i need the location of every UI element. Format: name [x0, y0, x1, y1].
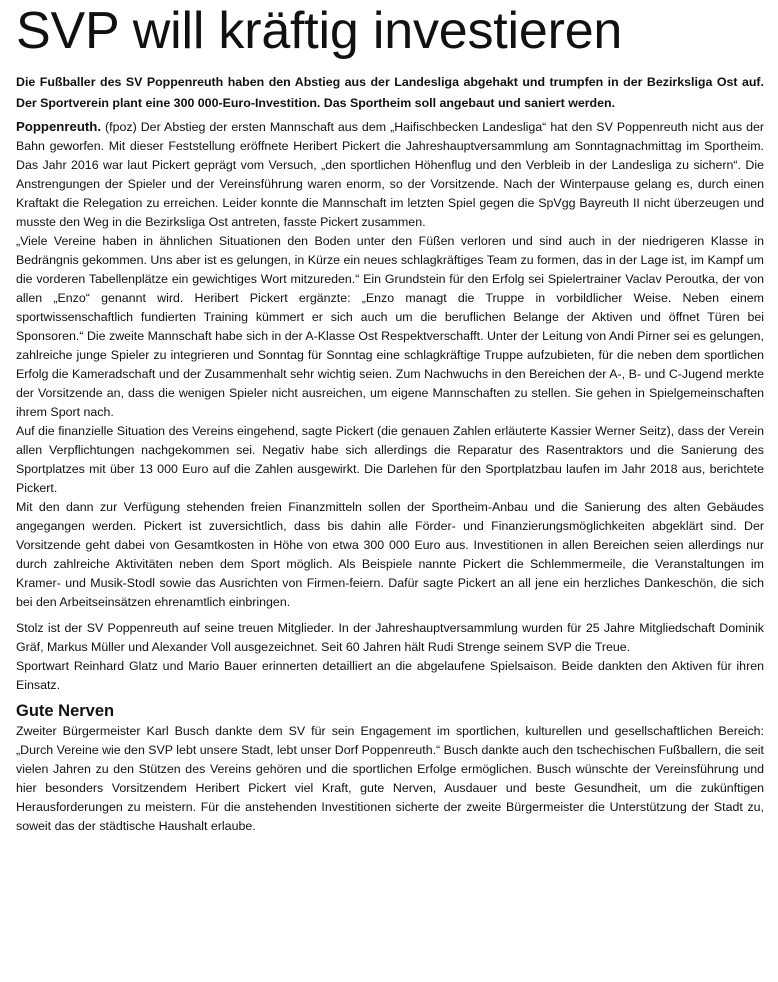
body-paragraph-2: „Viele Vereine haben in ähnlichen Situationen den Boden unter den Füßen verloren und sind auch in der niedrigeren Klasse in Bedrängnis gekommen. Uns aber ist es gelungen, in Kürze ein neues schlagkräftiges Team zu formen, das in der Lage ist, im Kampf um die vorderen Tabellenplätze ein gewichtiges Wort mitzureden.“ Ein Grundstein für den Erfolg sei Spielertrainer Vaclav Peroutka, der von allen „Enzo“ genannt wird. Heribert Pickert ergänzte: „Enzo managt die Truppe in vorbildlicher Weise. Neben einem sportwissenschaftlich fundierten Training kümmert er sich auch um die beruflichen Belange der Aktiven und öffnet Türen bei Sponsoren.“ Die zweite Mannschaft habe sich in der A-Klasse Ost Respektverschafft. Unter der Leitung von Andi Pirner sei es gelungen, zahlreiche junge Spieler zu integrieren und Sonntag für Sonntag eine schlagkräftige Truppe aufzubieten, für die neben dem sportlichen Erfolg die Kameradschaft und der Zusammenhalt sehr wichtig seien. Zum Nachwuchs in den Bereichen der A-, B- und C-Jugend merkte der Vorsitzende an, dass die wenigen Spieler nicht ausreichen, um eigene Mannschaften zu stellen. Sie gehen in Spielgemeinschaften ihrem Sport nach.: [16, 234, 764, 419]
body-paragraph-1-text: (fpoz) Der Abstieg der ersten Mannschaft aus dem „Haifischbecken Landesliga“ hat den SV Poppenreuth nicht aus der Bahn geworfen. Mit dieser Feststellung eröffnete Heribert Pickert die Jahreshauptversammlung am Sonntagnachmittag im Sportheim. Das Jahr 2016 war laut Pickert geprägt vom Versuch, „den sportlichen Höhenflug und den Verbleib in der Landesliga zu sichern“. Die Anstrengungen der Spieler und der Vereinsführung waren enorm, so der Vorsitzende. Nach der Winterpause gelang es, durch einen Kraftakt die Relegation zu erreichen. Leider konnte die Mannschaft im letzten Spiel gegen die SpVgg Bayreuth II nicht überzeugen und musste den Weg in die Bezirksliga Ost antreten, fasste Pickert zusammen.: [16, 120, 764, 229]
headline: SVP will kräftig investieren: [16, 2, 623, 60]
body-paragraph-5: Stolz ist der SV Poppenreuth auf seine treuen Mitglieder. In der Jahreshauptversammlung wurden für 25 Jahre Mitgliedschaft Dominik Gräf, Markus Müller und Alexander Voll ausgezeichnet. Seit 60 Jahren hält Rudi Strenge seinem SVP die Treue.: [16, 621, 764, 654]
body-paragraph-7: Zweiter Bürgermeister Karl Busch dankte dem SV für sein Engagement im sportlichen, kulturellen und gesellschaftlichen Bereich: „Durch Vereine wie den SVP lebt unsere Stadt, lebt unser Dorf Poppenreuth.“ Busch dankte auch den tschechischen Fußballern, die seit vielen Jahren zu den Stützen des Vereins gehören und die sportlichen Erfolge ermöglichen. Busch wünschte der Vereinsführung und hier besonders Vorsitzendem Heribert Pickert viel Kraft, gute Nerven, Ausdauer und beste Gesundheit, um die zukünftigen Herausforderungen zu meistern. Für die anstehenden Investitionen sicherte der zweite Bürgermeister die Unterstützung der Stadt zu, soweit das der städtische Haushalt erlaube.: [16, 724, 764, 833]
subheading: Gute Nerven: [16, 702, 115, 720]
body-paragraph-4: Mit den dann zur Verfügung stehenden freien Finanzmitteln sollen der Sportheim-Anbau und die Sanierung des alten Gebäudes angegangen werden. Pickert ist zuversichtlich, dass bis dahin alle Förder- und Finanzierungsmöglichkeiten abgeklärt sind. Der Vorsitzende geht dabei von Gesamtkosten in Höhe von etwa 300 000 Euro aus. Investitionen in allen Bereichen seien allerdings nur durch zahlreiche Aktivitäten neben dem Sport möglich. Als Beispiele nannte Pickert die Schlemmermeile, die Veranstaltungen im Kramer- und Musik-Stodl sowie das Ausrichten von Firmen-feiern. Dafür sagte Pickert an all jene ein herzliches Dankeschön, die sich bei den Arbeitseinsätzen ehrenamtlich einbringen.: [16, 500, 764, 609]
body-paragraph-3: Auf die finanzielle Situation des Vereins eingehend, sagte Pickert (die genauen Zahlen erläuterte Kassier Werner Seitz), dass der Verein allen Verpflichtungen nachgekommen sei. Negativ habe sich allerdings die Reparatur des Rasentraktors und die Sanierung des Sportplatzes mit über 13 000 Euro auf die Zahlen ausgewirkt. Die Darlehen für den Sportplatzbau laufen im Jahr 2018 aus, berichtete Pickert.: [16, 424, 764, 495]
lead-paragraph: Die Fußballer des SV Poppenreuth haben den Abstieg aus der Landesliga abgehakt und trumpfen in der Bezirksliga Ost auf. Der Sportverein plant eine 300 000-Euro-Investition. Das Sportheim soll angebaut und saniert werden.: [16, 75, 764, 110]
body-paragraph-1: [16, 117, 764, 232]
dateline: Poppenreuth.: [16, 119, 101, 134]
body-paragraph-6: Sportwart Reinhard Glatz und Mario Bauer erinnerten detailliert an die abgelaufene Spielsaison. Beide dankten den Aktiven für ihren Einsatz.: [16, 659, 764, 692]
